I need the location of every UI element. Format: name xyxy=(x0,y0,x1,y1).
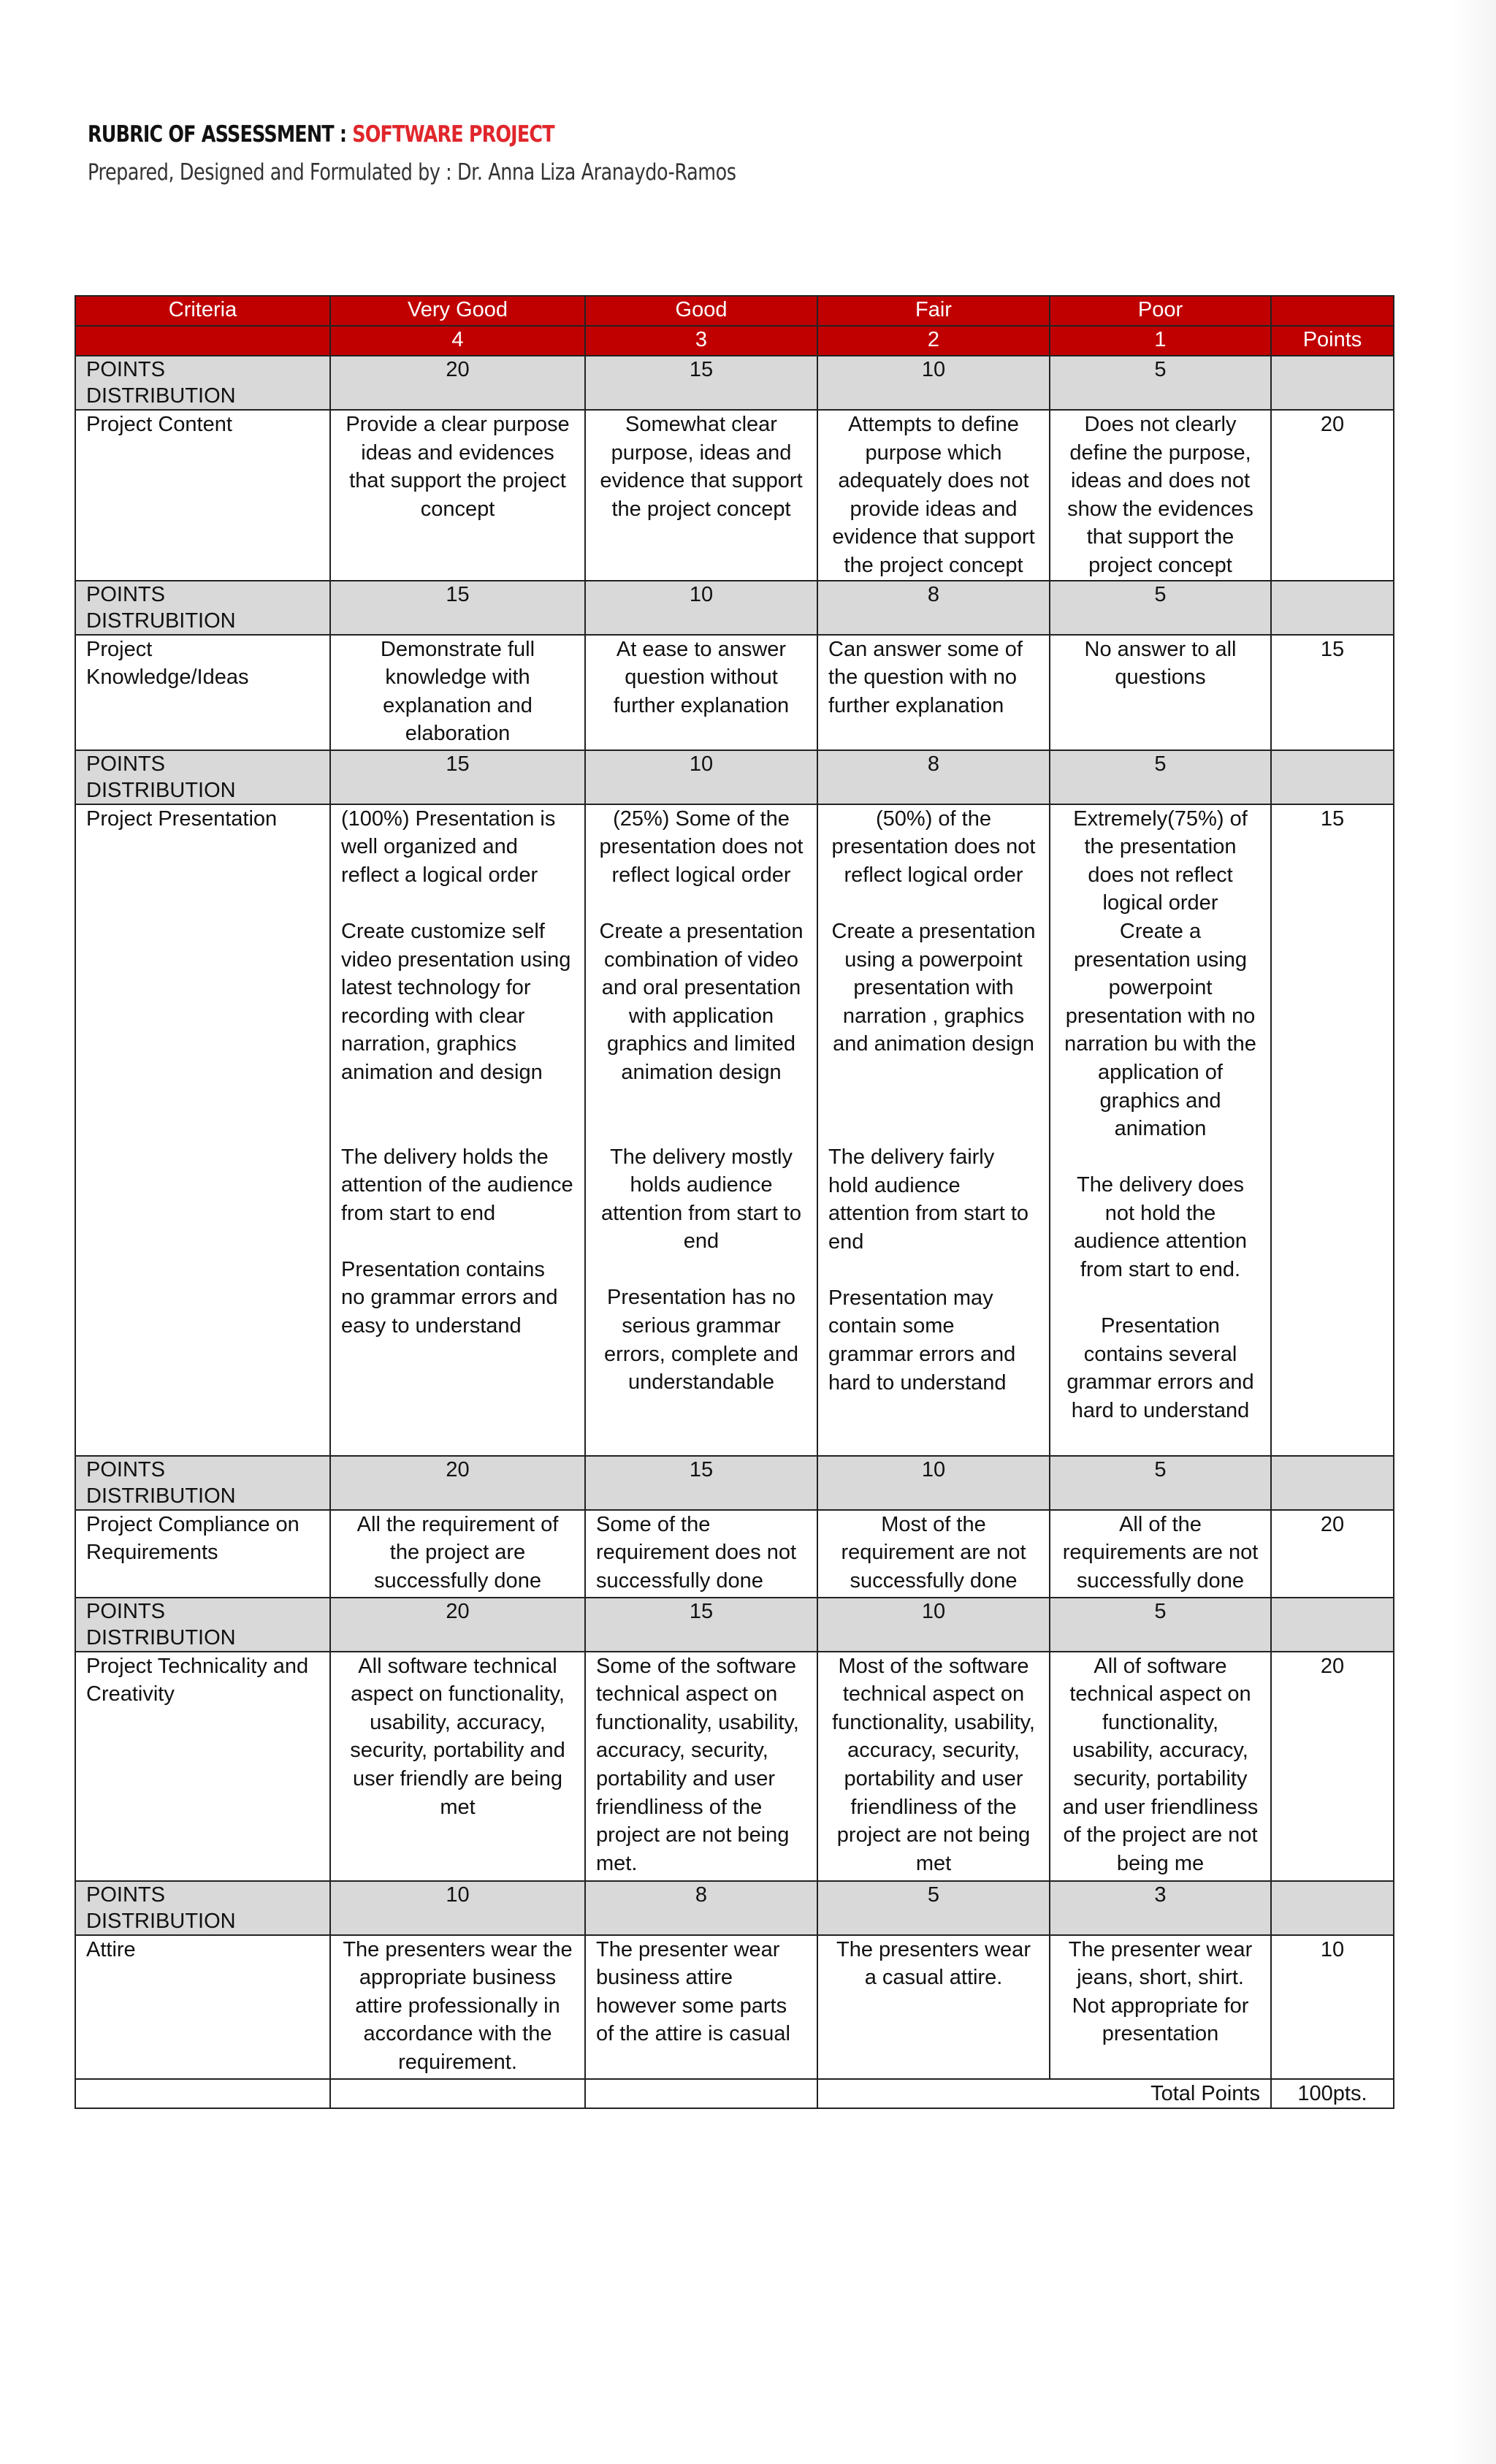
criteria-row-compliance xyxy=(75,1510,1394,1598)
criteria-points: 20 xyxy=(1271,1652,1394,1881)
dist-label: POINTS DISTRUBITION xyxy=(75,581,330,635)
desc-good: At ease to answer question without further explanation xyxy=(585,635,817,750)
desc-poor: No answer to all questions xyxy=(1050,635,1271,750)
document-title xyxy=(88,121,554,148)
criteria-points: 15 xyxy=(1271,804,1394,1456)
criteria-points: 20 xyxy=(1271,1510,1394,1598)
desc-good: Somewhat clear purpose, ideas and evidence that support the project concept xyxy=(585,410,817,581)
criteria-row-content xyxy=(75,410,1394,581)
dist-very-good: 10 xyxy=(330,1881,585,1935)
criteria-name: Project Knowledge/Ideas xyxy=(75,635,330,750)
dist-good: 8 xyxy=(585,1881,817,1935)
scale-row xyxy=(75,326,1394,356)
dist-label: POINTS DISTRIBUTION xyxy=(75,1598,330,1652)
dist-good: 10 xyxy=(585,750,817,804)
dist-blank xyxy=(1271,581,1394,635)
desc-item: The delivery fairly hold audience attention from start to end xyxy=(828,1145,1029,1254)
dist-blank xyxy=(1271,1881,1394,1935)
dist-label: POINTS DISTRIBUTION xyxy=(75,1881,330,1935)
desc-very-good: All the requirement of the project are successfully done xyxy=(330,1510,585,1598)
col-header-criteria: Criteria xyxy=(75,296,330,326)
dist-very-good: 15 xyxy=(330,581,585,635)
scale-very-good: 4 xyxy=(330,326,585,356)
dist-poor: 5 xyxy=(1050,750,1271,804)
criteria-name: Attire xyxy=(75,1935,330,2079)
criteria-row-technicality xyxy=(75,1652,1394,1881)
spacer xyxy=(596,889,806,918)
desc-fair: The presenters wear a casual attire. xyxy=(817,1935,1050,2079)
points-distribution-row xyxy=(75,581,1394,635)
header-row xyxy=(75,296,1394,326)
col-header-poor: Poor xyxy=(1050,296,1271,326)
dist-very-good: 20 xyxy=(330,1598,585,1652)
dist-good: 15 xyxy=(585,1598,817,1652)
desc-item: Presentation contains several grammar errors and hard to understand xyxy=(1066,1314,1254,1423)
spacer xyxy=(596,1087,806,1143)
total-row xyxy=(75,2079,1394,2108)
spacer xyxy=(828,889,1039,918)
dist-blank xyxy=(1271,750,1394,804)
points-distribution-row xyxy=(75,750,1394,804)
desc-poor: Does not clearly define the purpose, ideas and does not show the evidences that support the project concept xyxy=(1050,410,1271,581)
dist-very-good: 20 xyxy=(330,1456,585,1510)
spacer xyxy=(341,1087,574,1143)
dist-label: POINTS DISTRIBUTION xyxy=(75,750,330,804)
total-value: 100pts. xyxy=(1271,2079,1394,2108)
desc-item: Presentation has no serious grammar errors, complete and understandable xyxy=(604,1286,798,1395)
desc-item: Create a presentation combination of video and oral presentation with application graphics and limited animation design xyxy=(599,919,804,1084)
desc-poor: All of the requirements are not successfully done xyxy=(1050,1510,1271,1598)
desc-item: Presentation contains no grammar errors and easy to understand xyxy=(341,1257,558,1338)
dist-fair: 10 xyxy=(817,1456,1050,1510)
criteria-points: 20 xyxy=(1271,410,1394,581)
dist-poor: 5 xyxy=(1050,581,1271,635)
page-edge-shadow xyxy=(1452,0,1496,2464)
desc-poor xyxy=(1050,804,1271,1456)
dist-poor: 5 xyxy=(1050,356,1271,410)
desc-very-good: All software technical aspect on functionality, usability, accuracy, security, portability and user friendly are being met xyxy=(330,1652,585,1881)
col-header-points: Points xyxy=(1271,326,1394,356)
col-header-good: Good xyxy=(585,296,817,326)
criteria-row-knowledge xyxy=(75,635,1394,750)
rubric-table xyxy=(75,295,1394,2109)
desc-item: The delivery does not hold the audience attention from start to end. xyxy=(1073,1173,1248,1282)
desc-item: Create a presentation using a powerpoint presentation with narration , graphics and animation design xyxy=(831,919,1036,1056)
dist-poor: 5 xyxy=(1050,1598,1271,1652)
dist-fair: 10 xyxy=(817,1598,1050,1652)
desc-very-good: Demonstrate full knowledge with explanation and elaboration xyxy=(330,635,585,750)
dist-label: POINTS DISTRIBUTION xyxy=(75,1456,330,1510)
criteria-name: Project Content xyxy=(75,410,330,581)
title-accent: SOFTWARE PROJECT xyxy=(352,121,554,148)
spacer xyxy=(1061,1284,1260,1313)
desc-very-good: Provide a clear purpose ideas and evidences that support the project concept xyxy=(330,410,585,581)
criteria-points: 10 xyxy=(1271,1935,1394,2079)
desc-good: The presenter wear business attire however some parts of the attire is casual xyxy=(585,1935,817,2079)
total-label: Total Points xyxy=(817,2079,1271,2108)
points-distribution-row xyxy=(75,1456,1394,1510)
spacer xyxy=(828,1256,1039,1284)
desc-fair: Most of the requirement are not successfully done xyxy=(817,1510,1050,1598)
points-distribution-row xyxy=(75,356,1394,410)
dist-label: POINTS DISTRIBUTION xyxy=(75,356,330,410)
desc-very-good: The presenters wear the appropriate business attire professionally in accordance with the requirement. xyxy=(330,1935,585,2079)
col-header-very-good: Very Good xyxy=(330,296,585,326)
criteria-name: Project Compliance on Requirements xyxy=(75,1510,330,1598)
criteria-row-presentation xyxy=(75,804,1394,1456)
points-distribution-row xyxy=(75,1598,1394,1652)
spacer xyxy=(341,889,574,918)
desc-item: Extremely(75%) of the presentation does not reflect logical order xyxy=(1073,806,1248,915)
total-blank xyxy=(75,2079,330,2108)
spacer xyxy=(828,1059,1039,1143)
spacer xyxy=(1061,1143,1260,1172)
spacer xyxy=(341,1227,574,1256)
desc-good: Some of the software technical aspect on functionality, usability, accuracy, security, portability and user friendliness of the project are not being met. xyxy=(585,1652,817,1881)
dist-poor: 3 xyxy=(1050,1881,1271,1935)
scale-good: 3 xyxy=(585,326,817,356)
desc-fair: Most of the software technical aspect on functionality, usability, accuracy, security, portability and user friendliness of the project are not being met xyxy=(817,1652,1050,1881)
scale-blank xyxy=(75,326,330,356)
desc-item: (100%) Presentation is well organized and reflect a logical order xyxy=(341,806,556,887)
desc-fair: Can answer some of the question with no further explanation xyxy=(817,635,1050,750)
dist-fair: 8 xyxy=(817,581,1050,635)
dist-fair: 10 xyxy=(817,356,1050,410)
desc-poor: All of software technical aspect on functionality, usability, accuracy, security, portability and user friendliness of the project are not being me xyxy=(1050,1652,1271,1881)
col-header-blank xyxy=(1271,296,1394,326)
total-blank xyxy=(585,2079,817,2108)
title-prefix: RUBRIC OF ASSESSMENT : xyxy=(88,121,353,148)
dist-blank xyxy=(1271,1456,1394,1510)
desc-item: (25%) Some of the presentation does not reflect logical order xyxy=(599,806,804,887)
dist-blank xyxy=(1271,356,1394,410)
dist-good: 10 xyxy=(585,581,817,635)
desc-fair: Attempts to define purpose which adequately does not provide ideas and evidence that support the project concept xyxy=(817,410,1050,581)
dist-very-good: 20 xyxy=(330,356,585,410)
desc-item: The delivery holds the attention of the audience from start to end xyxy=(341,1145,573,1225)
dist-good: 15 xyxy=(585,1456,817,1510)
spacer xyxy=(596,1256,806,1284)
desc-item: The delivery mostly holds audience attention from start to end xyxy=(600,1145,801,1254)
criteria-name: Project Technicality and Creativity xyxy=(75,1652,330,1881)
desc-item: Presentation may contain some grammar errors and hard to understand xyxy=(828,1286,1016,1395)
document-subtitle: Prepared, Designed and Formulated by : Dr. Anna Liza Aranaydo-Ramos xyxy=(88,159,736,186)
dist-blank xyxy=(1271,1598,1394,1652)
col-header-fair: Fair xyxy=(817,296,1050,326)
dist-good: 15 xyxy=(585,356,817,410)
points-distribution-row xyxy=(75,1881,1394,1935)
desc-item: Create a presentation using powerpoint presentation with no narration bu with the application of graphics and animation xyxy=(1064,919,1256,1141)
desc-poor: The presenter wear jeans, short, shirt. Not appropriate for presentation xyxy=(1050,1935,1271,2079)
scale-fair: 2 xyxy=(817,326,1050,356)
desc-very-good xyxy=(330,804,585,1456)
desc-item: Create customize self video presentation using latest technology for recording with clear narration, graphics animation and design xyxy=(341,919,571,1084)
dist-poor: 5 xyxy=(1050,1456,1271,1510)
criteria-row-attire xyxy=(75,1935,1394,2079)
criteria-name: Project Presentation xyxy=(75,804,330,1456)
desc-good xyxy=(585,804,817,1456)
dist-fair: 5 xyxy=(817,1881,1050,1935)
desc-good: Some of the requirement does not successfully done xyxy=(585,1510,817,1598)
desc-fair xyxy=(817,804,1050,1456)
total-blank xyxy=(330,2079,585,2108)
scale-poor: 1 xyxy=(1050,326,1271,356)
criteria-points: 15 xyxy=(1271,635,1394,750)
dist-very-good: 15 xyxy=(330,750,585,804)
dist-fair: 8 xyxy=(817,750,1050,804)
desc-item: (50%) of the presentation does not reflect logical order xyxy=(831,806,1036,887)
